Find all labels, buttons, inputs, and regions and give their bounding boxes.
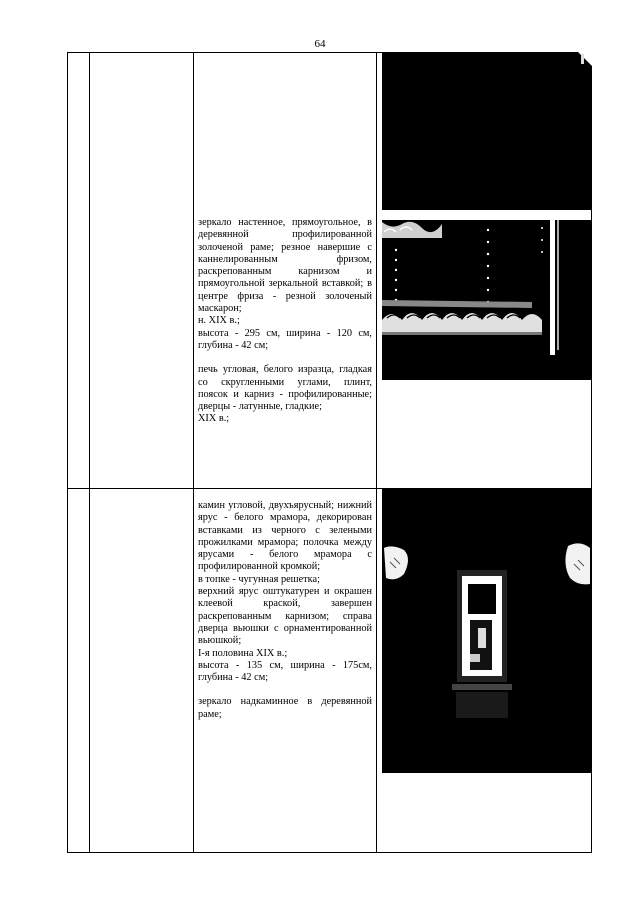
- row-2-description: [198, 500, 372, 721]
- description-mirror-date: н. XIX в.;: [198, 315, 240, 327]
- row-1-description: [198, 217, 372, 426]
- description-overmantel-mirror: зеркало надкаминное в деревянной раме;: [198, 696, 372, 720]
- photo-dark-interior-image: [382, 52, 592, 210]
- photo-fireplace-mirror-image: [382, 488, 592, 773]
- description-fireplace-grate: в топке - чугунная решетка;: [198, 573, 320, 585]
- table-border-bottom: [67, 852, 592, 853]
- photo-fireplace-mirror: [382, 488, 592, 773]
- column-divider-2: [193, 52, 194, 853]
- photo-dark-interior: [382, 52, 592, 210]
- photo-gilded-mirror-frame-image: [382, 220, 592, 380]
- photo-gilded-mirror-frame: [382, 220, 592, 380]
- column-divider-1: [89, 52, 90, 853]
- description-fireplace-upper: верхний ярус оштукатурен и окрашен клеевой краской, завершен раскрепованным карнизом; справа дверца вьюшки с орнаментированной вьюшкой;: [198, 586, 372, 647]
- page-number: 64: [314, 38, 326, 50]
- table-border-left: [67, 52, 68, 853]
- description-mirror: зеркало настенное, прямоугольное, в деревянной профилированной золоченой раме; резное навершие с каннелированным фризом, раскрепованным карнизом и прямоугольной зеркальной вставкой; в центре фриза - резной золоченый маскарон;: [198, 217, 372, 315]
- description-mirror-dimensions: высота - 295 см, ширина - 120 см, глубина - 42 см;: [198, 327, 372, 351]
- description-stove-date: XIX в.;: [198, 413, 230, 425]
- description-stove: печь угловая, белого изразца, гладкая со скругленными углами, плинт, поясок и карниз - профилированные; дверцы - латунные, гладкие;: [198, 364, 372, 413]
- column-divider-3: [376, 52, 377, 853]
- description-fireplace: камин угловой, двухъярусный; нижний ярус - белого мрамора, декорирован вставками из черного с зелеными прожилками мрамора; полочка между ярусами - белого мрамора с профилированной кромкой;: [198, 500, 372, 573]
- description-fireplace-date: I-я половина XIX в.;: [198, 647, 288, 659]
- description-fireplace-dimensions: высота - 135 см, ширина - 175см, глубина - 42 см;: [198, 659, 372, 684]
